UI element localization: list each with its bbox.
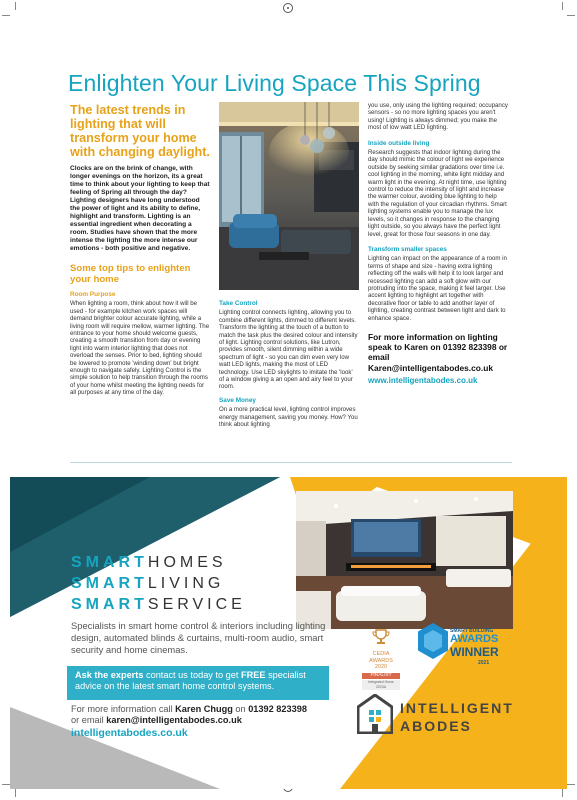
- crop-mark: [567, 15, 575, 16]
- ask-experts-box: [67, 666, 329, 700]
- col3-continuation: you use, only using the lighting required; occupancy sensors - so no more lighting spaces you aren't using! Lighting is always dimmed; you make the most of low watt LED lighting.: [368, 102, 508, 132]
- living-room-illustration: [219, 102, 359, 290]
- award-org: SMART BUILDING: [450, 628, 494, 634]
- smart-word: SMART: [71, 554, 148, 571]
- room-purpose-heading: Room Purpose: [70, 291, 116, 298]
- crop-mark: [2, 784, 10, 785]
- smart-word: SMART: [71, 575, 148, 592]
- tagline-smart-homes: [71, 554, 227, 572]
- tagline-word: SERVICE: [147, 596, 246, 613]
- smart-word: SMART: [71, 596, 148, 613]
- column-1: [70, 103, 210, 397]
- cedia-category: Integrated Home: [362, 680, 400, 685]
- banner-website-link[interactable]: intelligentabodes.co.uk: [71, 727, 188, 739]
- specialists-text: Specialists in smart home control & interiors including lighting design, automated blinds & curtains, multi-room audio, smart security and home cinemas.: [71, 620, 326, 655]
- crop-mark: [567, 784, 575, 785]
- save-money-heading: Save Money: [219, 396, 256, 404]
- save-money-text: On a more practical level, lighting control improves energy management, saving you money. How? You think about lighting: [219, 406, 358, 429]
- column-2: [219, 300, 359, 429]
- more-info-prefix: For more information call: [71, 704, 176, 714]
- cedia-awards-label: AWARDS: [369, 657, 393, 664]
- tagline-smart-living: [71, 575, 224, 593]
- inside-outside-heading: Inside outside living: [368, 139, 430, 147]
- tagline-word: HOMES: [147, 554, 227, 571]
- transform-text: Lighting can impact on the appearance of a room in terms of shape and size - having extra lighting reflecting off the walls will help it to look larger and recessed lighting can add a soft glow with our protruding into the space, making it feel larger. Use accent lighting to highlight art together with decorative floor or table to add another layer of lighting, creating contrast between light and dark to enhance space.: [368, 255, 507, 322]
- tagline-word: LIVING: [147, 575, 225, 592]
- cinema-room-photo: [296, 491, 513, 629]
- headline: The latest trends in lighting that will transform your home with changing daylight.: [70, 103, 210, 159]
- section-divider: [70, 462, 512, 463]
- tagline-smart-service: [71, 596, 246, 614]
- more-info-or: or email: [71, 715, 107, 725]
- contact-name: Karen Chugg: [175, 704, 233, 714]
- ask-text-2: specialist advice on the latest smart home control systems.: [75, 670, 306, 691]
- transform-heading: Transform smaller spaces: [368, 245, 447, 253]
- living-room-photo: [219, 102, 359, 290]
- crop-mark: [2, 15, 10, 16]
- more-info-on: on: [232, 704, 249, 714]
- contact-website-link[interactable]: www.intelligentabodes.co.uk: [368, 375, 478, 385]
- contact-email[interactable]: karen@intelligentabodes.co.uk: [106, 715, 242, 725]
- intro-text: Clocks are on the brink of change, with longer evenings on the horizon, its a great time to think about your lighting to keep that feeling of Spring all through the day? Lighting designers have long understood the power of light and its ability to define, highlight and transform. Lighting is an essential ingredient when decorating a room. Studies have shown that the more intense the lighting the more intense our emotions - both positive and negative.: [70, 165, 210, 252]
- crop-mark: [562, 2, 563, 10]
- cinema-room-illustration: [296, 491, 513, 629]
- free-label: FREE: [241, 670, 266, 680]
- cedia-finalist: FINALIST: [362, 673, 400, 679]
- intelligent-abodes-logo: [357, 694, 527, 734]
- take-control-text: Lighting control connects lighting, allowing you to combine different lights, dimmed to different levels. Transform the lighting at the touch of a button to match the task plus the desired colour and intensity of light. Lighting control solutions, like Lutron, provides smooth, silent dimming within a wide spectrum of light - so you can dim even very low watt LED lights, making the most of LED technology. Use LED skylights to imitate the 'look' of a window giving a an open and airy feel to your room.: [219, 309, 358, 391]
- registration-mark-top: [283, 3, 293, 13]
- trophy-icon: [372, 628, 390, 646]
- more-info-text: [71, 704, 351, 726]
- tips-heading: Some top tips to enlighten your home: [70, 263, 191, 285]
- ask-experts-label: Ask the experts: [75, 670, 144, 680]
- ask-text-1: contact us today to get: [143, 670, 241, 680]
- crop-mark: [15, 789, 16, 797]
- cedia-small: CEDIA: [362, 685, 400, 690]
- award-year: 2021: [478, 660, 490, 666]
- contact-phone[interactable]: 01392 823398: [248, 704, 307, 714]
- crop-mark: [562, 789, 563, 797]
- column-3: [368, 102, 508, 384]
- take-control-heading: Take Control: [219, 300, 258, 307]
- cedia-label: CEDIA: [372, 651, 390, 657]
- logo-line-1: INTELLIGENT: [400, 700, 514, 716]
- house-logo-icon: [357, 694, 393, 734]
- cedia-award-badge: [346, 628, 416, 690]
- crop-mark: [15, 2, 16, 10]
- hexagon-award-icon: [416, 622, 450, 660]
- article-title: Enlighten Your Living Space This Spring: [68, 70, 481, 96]
- contact-heading: For more information on lighting speak to Karen on 01392 823398 or email Karen@intelligentabodes.co.uk: [368, 331, 508, 373]
- inside-outside-text: Research suggests that indoor lighting during the day should mimic the colour of light we experience outside by seeking similar gradations over time i.e. cool lighting in the morning, white light midday and warm light in the evening. At night time, use lighting control to reduce the intensity of light and increase the warmer colour, avoiding blue lighting to help with the regulation of your circadian rhythms. Smart lighting systems enable you to manage the lux levels, so it changes in response to the changing light outside, so you always have the perfect light level, great for those four seasons in one day.: [368, 149, 507, 238]
- room-purpose-text: When lighting a room, think about how it will be used - for example kitchen work spaces will demand brighter colour accurate lighting, while a living room will require mellow, warmer lighting. The entrance to your home should welcome guests, creating a smooth transition from day or evening light into warm interior lighting that does not overload the senses. Prior to bed, lighting should be lowered to promote 'winding down' but bright enough to navigate safely. Lighting Control is the simple solution to help transition through the rooms of your home whilst meeting the lighting needs for all purposes at any time of the day.: [70, 300, 210, 397]
- award-winner-label: WINNER: [450, 645, 499, 659]
- cedia-year: 2020: [374, 664, 388, 670]
- award-awards-label: AWARDS: [450, 633, 499, 645]
- logo-line-2: ABODES: [400, 718, 472, 734]
